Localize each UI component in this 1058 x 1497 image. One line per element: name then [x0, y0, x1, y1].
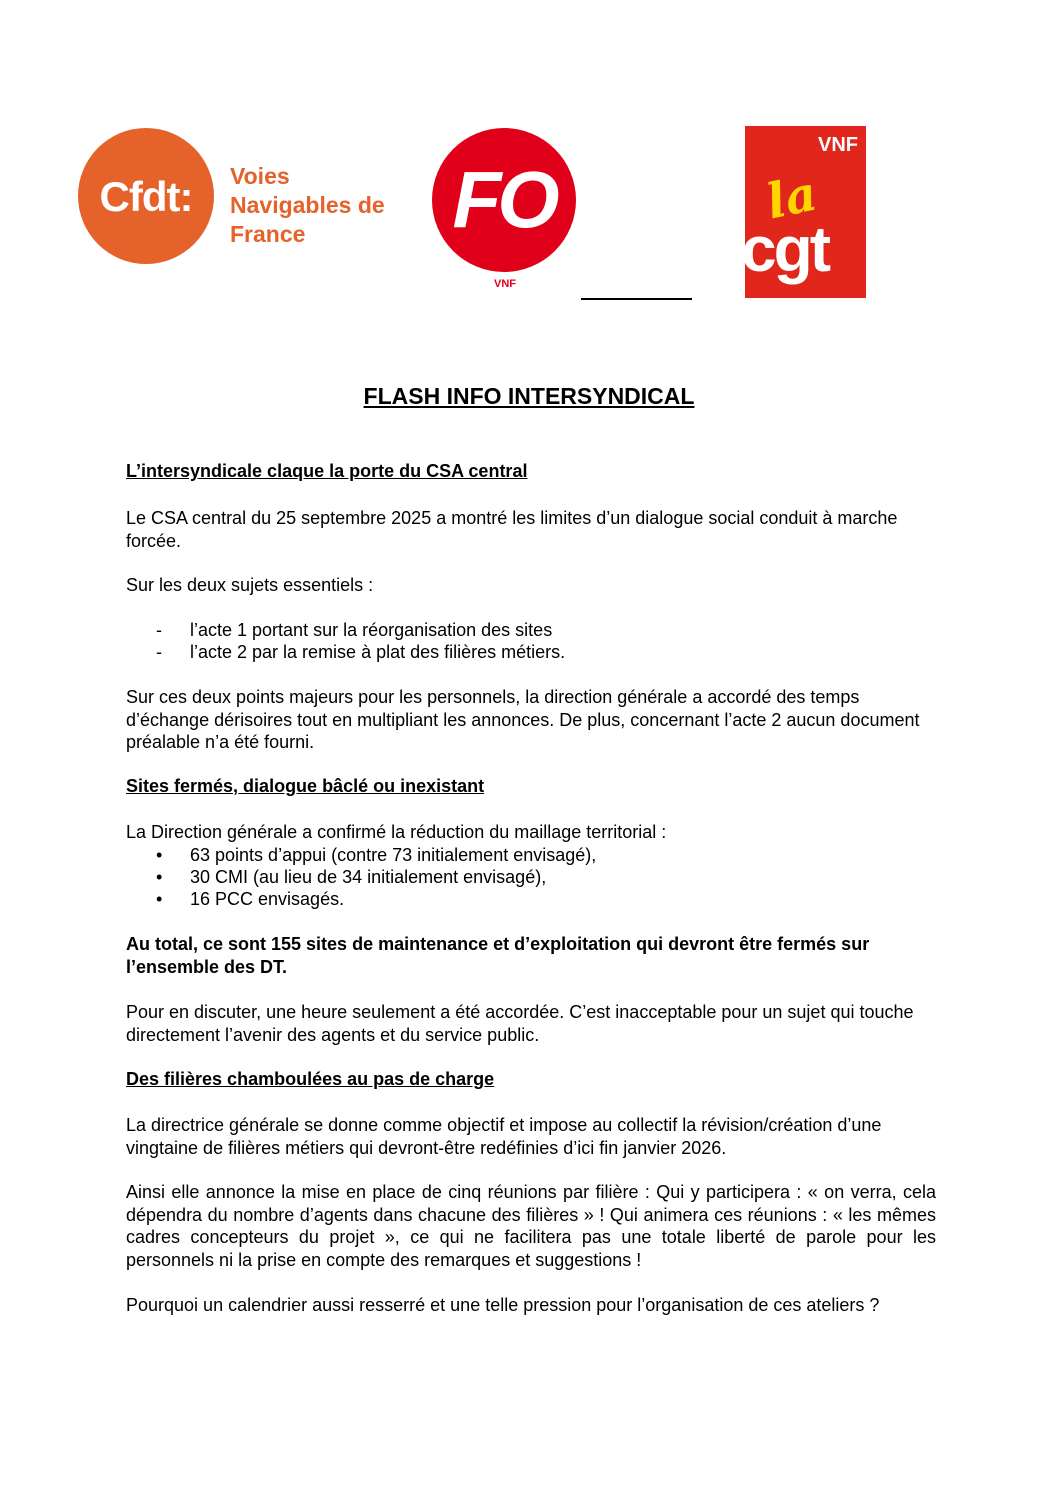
fo-logo-sub: VNF	[494, 278, 516, 290]
section-heading: L’intersyndicale claque la porte du CSA central	[126, 461, 528, 481]
bullet-marker: •	[156, 889, 163, 909]
cgt-logo-vnf: VNF	[818, 134, 858, 156]
list-item-text: 63 points d’appui (contre 73 initialement envisagé),	[190, 845, 597, 865]
paragraph: Pour en discuter, une heure seulement a été accordée. C’est inacceptable pour un sujet qui touche directement l’avenir des agents et du service public.	[126, 1002, 914, 1045]
paragraph: Pourquoi un calendrier aussi resserré et une telle pression pour l’organisation de ces ateliers ?	[126, 1295, 880, 1315]
cfdt-logo-name	[230, 162, 385, 249]
paragraph: Sur ces deux points majeurs pour les personnels, la direction générale a accordé des temps d’échange dérisoires tout en multipliant les annonces. De plus, concernant l’acte 2 aucun document préalable n’a été fourni.	[126, 687, 920, 752]
dash-marker: -	[156, 620, 162, 640]
fo-logo-circle	[432, 128, 576, 272]
dash-marker: -	[156, 642, 162, 662]
paragraph: La directrice générale se donne comme objectif et impose au collectif la révision/création d’une vingtaine de filières métiers qui devront-être redéfinies d’ici fin janvier 2026.	[126, 1115, 882, 1158]
paragraph: Sur les deux sujets essentiels :	[126, 575, 374, 595]
bullet-marker: •	[156, 867, 163, 887]
paragraph: Le CSA central du 25 septembre 2025 a montré les limites d’un dialogue social conduit à marche forcée.	[126, 508, 898, 551]
list-item-text: l’acte 1 portant sur la réorganisation des sites	[190, 620, 553, 640]
cfdt-name-line: France	[230, 221, 306, 247]
fo-logo	[432, 128, 578, 298]
cfdt-name-line: Voies	[230, 163, 290, 189]
bullet-marker: •	[156, 845, 163, 865]
divider-line	[581, 298, 692, 300]
list-item-text: 16 PCC envisagés.	[190, 889, 345, 909]
cfdt-logo-mark: Cfdt:	[99, 173, 193, 220]
page-title: FLASH INFO INTERSYNDICAL	[363, 383, 695, 409]
bold-paragraph: Au total, ce sont 155 sites de maintenance et d’exploitation qui devront être fermés sur l’ensemble des DT.	[126, 934, 870, 977]
cgt-logo	[741, 126, 866, 298]
paragraph: Ainsi elle annonce la mise en place de cinq réunions par filière : Qui y participera : « on verra, cela dépendra du nombre d’agents dans chacune des filières » ! Qui animera ces réunions : « les mêmes cadres concepteurs du projet », ce qui ne facilitera pas une totale liberté de parole pour les personnels ni la prise en compte des remarques et suggestions !	[126, 1182, 936, 1270]
fo-logo-mark: FO	[452, 155, 556, 244]
cgt-logo-la: la	[761, 165, 822, 231]
cfdt-name-line: Navigables de	[230, 192, 385, 218]
cgt-logo-word: cgt	[741, 213, 828, 285]
section-heading: Des filières chamboulées au pas de charge	[126, 1069, 495, 1089]
section-heading: Sites fermés, dialogue bâclé ou inexistant	[126, 776, 485, 796]
list-item-text: l’acte 2 par la remise à plat des filières métiers.	[190, 642, 566, 662]
cfdt-logo	[78, 128, 418, 264]
cfdt-logo-circle	[78, 128, 214, 264]
paragraph: La Direction générale a confirmé la réduction du maillage territorial :	[126, 822, 667, 842]
list-item-text: 30 CMI (au lieu de 34 initialement envisagé),	[190, 867, 547, 887]
